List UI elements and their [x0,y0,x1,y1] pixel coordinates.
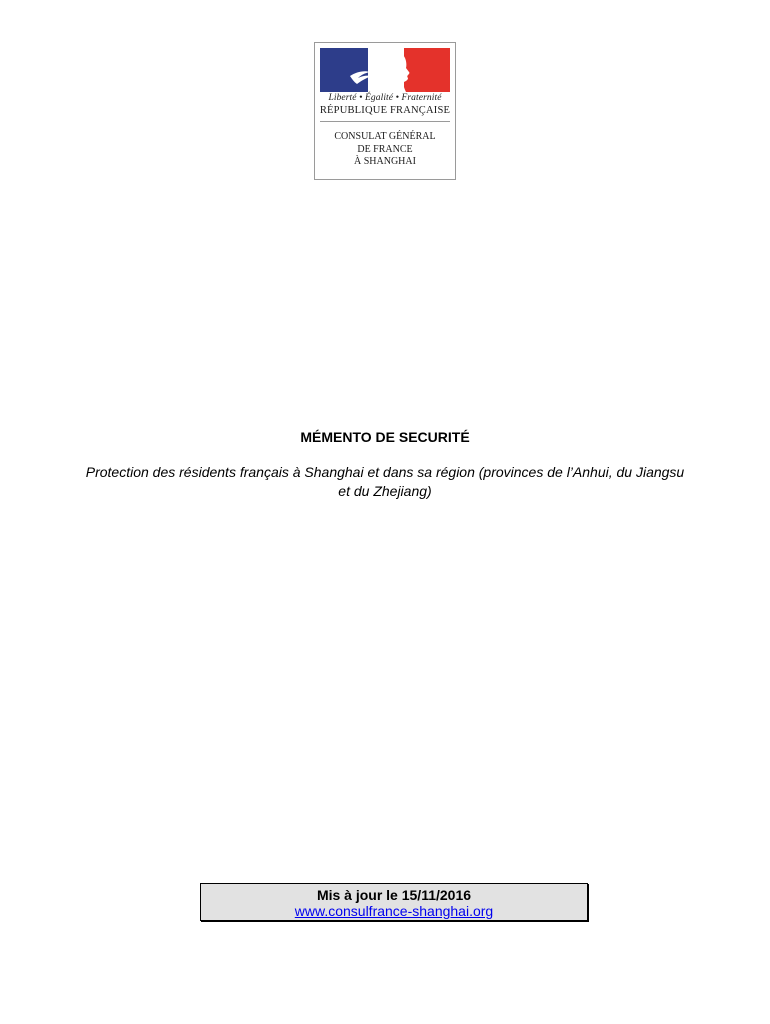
consulate-name [315,131,455,169]
update-date: Mis à jour le 15/11/2016 [316,887,472,903]
republic-motto: Liberté • Égalité • Fraternité [328,93,442,103]
consulate-line-3: À SHANGHAI [354,156,416,167]
consulate-line-1: CONSULAT GÉNÉRAL [334,131,436,142]
marianne-flag-icon [320,48,450,92]
update-info-box [200,883,588,921]
website-link[interactable]: www.consulfrance-shanghai.org [294,903,494,919]
document-subtitle: Protection des résidents français à Shanghai et dans sa région (provinces de l’Anhui, du Jiangsu et du Zhejiang) [85,464,685,499]
republic-logo [314,42,456,180]
document-title: MÉMENTO DE SECURITÉ [300,429,470,445]
consulate-line-2: DE FRANCE [357,143,413,155]
republic-name: RÉPUBLIQUE FRANÇAISE [319,105,451,116]
logo-divider [320,121,450,122]
